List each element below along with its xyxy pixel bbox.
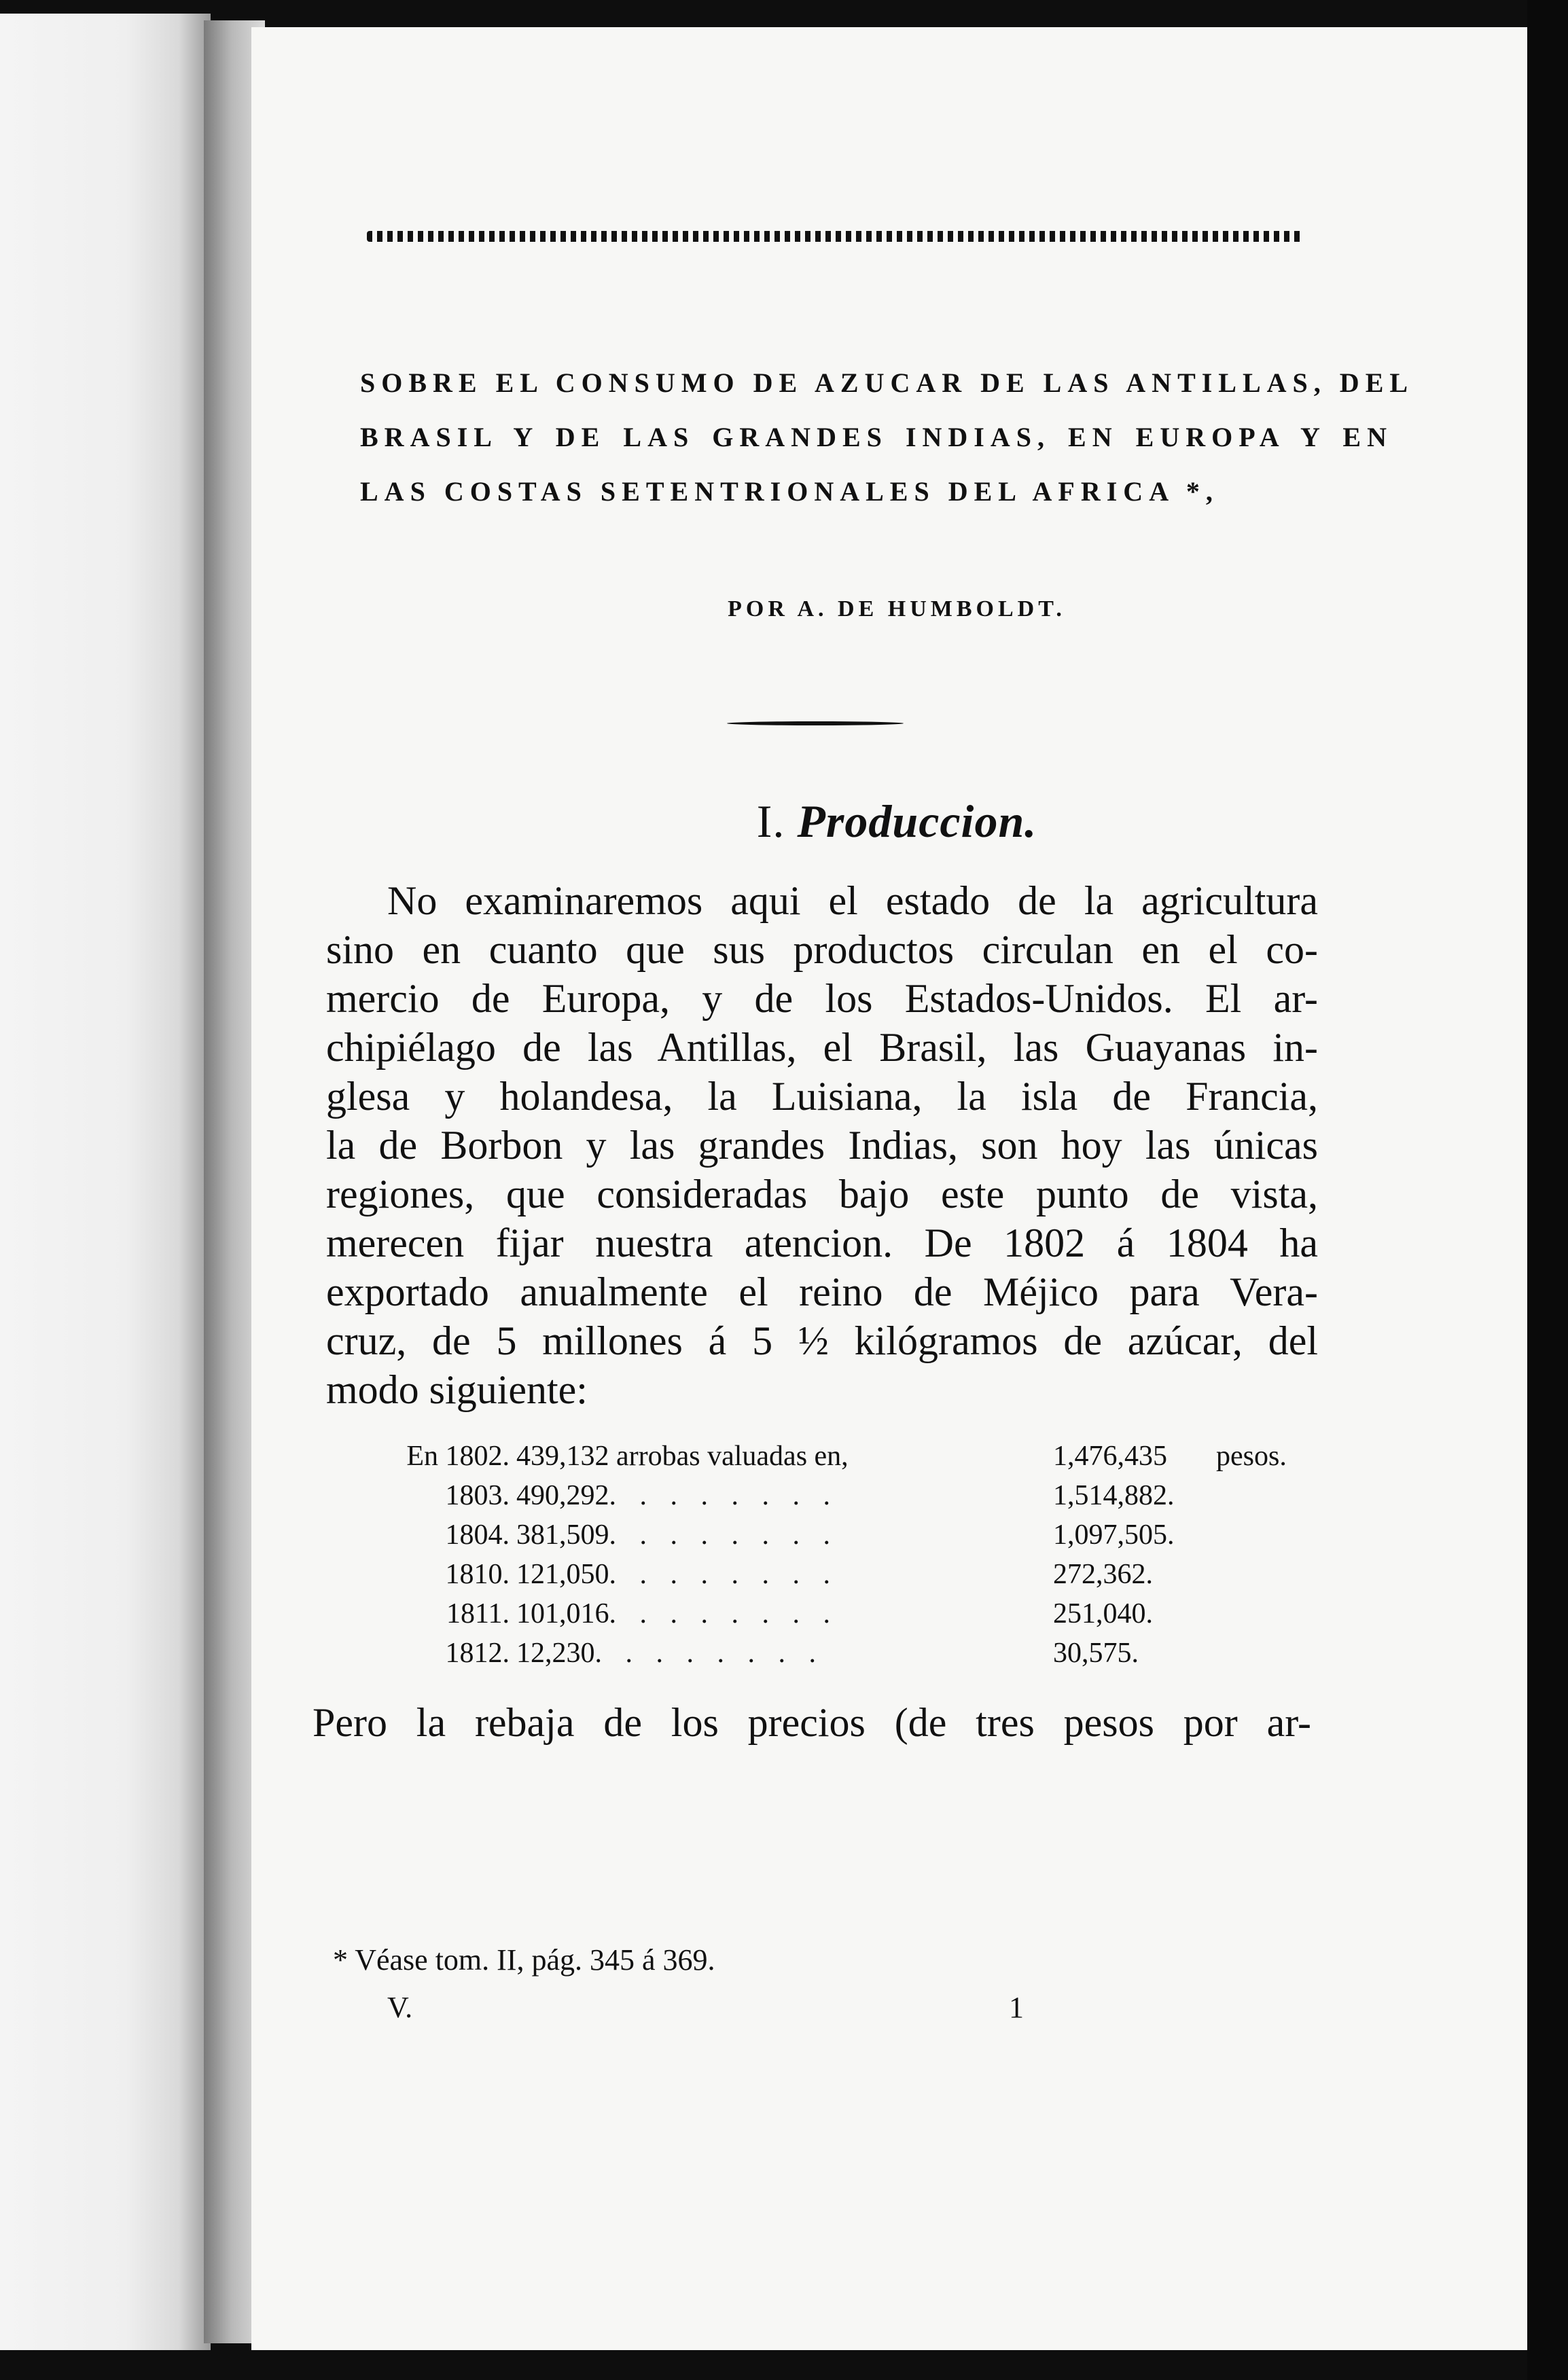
article-title-line-2: BRASIL Y DE LAS GRANDES INDIAS, EN EUROPA Y EN [360,422,1393,452]
table-arrobas: 101,016. . . . . . . . [516,1598,838,1629]
page-number: 1 [1009,1991,1024,2024]
book-page [251,27,1542,2350]
table-year: 1810. [445,1559,510,1590]
body-text-line: sino en cuanto que sus productos circulan en el co- [326,927,1318,972]
table-unit: pesos. [1216,1441,1287,1472]
table-year: En 1802. [406,1441,510,1472]
section-title: Produccion. [797,795,1037,847]
table-arrobas: 12,230. . . . . . . . [516,1638,824,1669]
arrobas-note: arrobas valuadas en, [616,1441,849,1472]
body-text-line: glesa y holandesa, la Luisiana, la isla de Francia, [326,1074,1318,1119]
table-value: 1,476,435 [1053,1441,1167,1472]
export-table-row [374,1637,1325,1675]
section-number: I. [756,795,785,847]
body-text-line: merecen fijar nuestra atencion. De 1802 á 1804 ha [326,1221,1318,1265]
table-arrobas: 490,292. . . . . . . . [516,1480,838,1511]
table-value: 272,362. [1053,1559,1153,1590]
body-text-line: exportado anualmente el reino de Méjico para Vera- [326,1269,1318,1314]
export-table-row [374,1519,1325,1557]
export-table-row [374,1558,1325,1596]
table-year: 1812. [445,1638,510,1669]
arrobas-value: 381,509 [516,1519,609,1551]
section-heading [251,795,1542,848]
table-arrobas [516,1440,965,1473]
arrobas-value: 490,292 [516,1480,609,1511]
article-title-line-3: LAS COSTAS SETENTRIONALES DEL AFRICA *, [360,476,1219,507]
body-text-line: mercio de Europa, y de los Estados-Unidos. El ar- [326,976,1318,1021]
signature-mark: V. [387,1991,413,2024]
export-table-row [374,1479,1325,1517]
author-byline: POR A. DE HUMBOLDT. [728,596,1066,621]
body-text-line: regiones, que consideradas bajo este punto de vista, [326,1172,1318,1216]
decorative-border-ornament [367,231,1304,242]
body-text-line: No examinaremos aqui el estado de la agricultura [387,878,1318,923]
table-year: 1811. [446,1598,510,1629]
section-divider-rule [727,721,904,725]
table-arrobas: 381,509. . . . . . . . [516,1519,838,1551]
arrobas-value: 12,230 [516,1638,595,1669]
table-value: 1,514,882. [1053,1480,1175,1511]
body-text-continuation: Pero la rebaja de los precios (de tres pesos por ar- [313,1700,1311,1745]
export-table-row [374,1440,1325,1478]
scan-right-border [1527,0,1568,2380]
body-text-line: la de Borbon y las grandes Indias, son hoy las únicas [326,1123,1318,1168]
left-page-edge [0,14,211,2350]
table-value: 251,040. [1053,1598,1153,1629]
body-text-line: modo siguiente: [326,1367,588,1412]
arrobas-value: 101,016 [516,1598,609,1629]
table-value: 30,575. [1053,1638,1139,1669]
article-title-line-1: SOBRE EL CONSUMO DE AZUCAR DE LAS ANTILLAS, DEL [360,367,1414,398]
arrobas-value: 121,050 [516,1559,609,1590]
footnote: * Véase tom. II, pág. 345 á 369. [333,1943,715,1977]
table-year: 1803. [445,1480,510,1511]
arrobas-value: 439,132 [516,1441,609,1472]
body-text-line: chipiélago de las Antillas, el Brasil, las Guayanas in- [326,1025,1318,1070]
table-value: 1,097,505. [1053,1519,1175,1551]
body-text-line: cruz, de 5 millones á 5 ½ kilógramos de azúcar, del [326,1318,1318,1363]
table-arrobas: 121,050. . . . . . . . [516,1559,838,1590]
export-table-row [374,1598,1325,1636]
table-year: 1804. [445,1519,510,1551]
